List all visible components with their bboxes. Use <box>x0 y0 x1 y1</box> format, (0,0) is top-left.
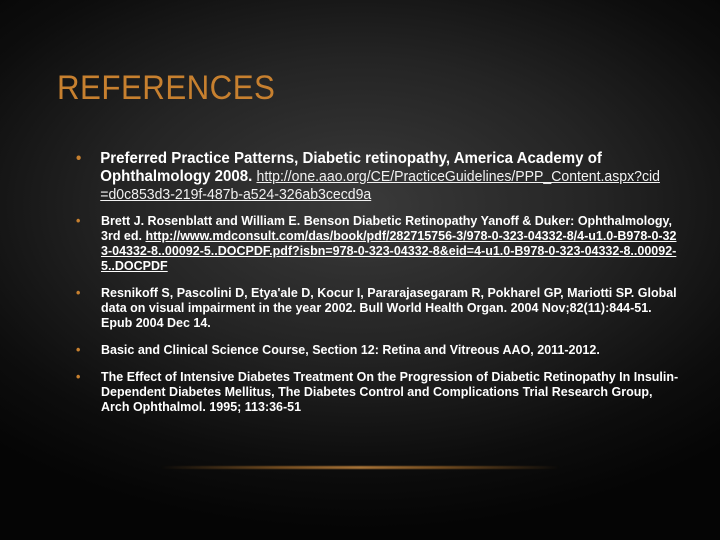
bullet-dot-icon: • <box>76 370 81 384</box>
decorative-glow-line <box>160 466 560 469</box>
bullet-dot-icon: • <box>76 343 81 357</box>
reference-text: Resnikoff S, Pascolini D, Etya'ale D, Kocur I, Pararajasegaram R, Pokharel GP, Mariotti SP. Global data on visual impairment in the year 2002. Bull World Health Organ. 2004 Nov;82(11):844-51. Epub 2004 Dec 14. <box>101 286 677 330</box>
reference-item-2 <box>76 214 680 274</box>
reference-item-5 <box>76 370 680 415</box>
reference-text: Basic and Clinical Science Course, Section 12: Retina and Vitreous AAO, 2011-2012. <box>101 343 600 357</box>
reference-text: The Effect of Intensive Diabetes Treatment On the Progression of Diabetic Retinopathy In Insulin-Dependent Diabetes Mellitus, The Diabetes Control and Complications Trial Research Group, Arch Ophthalmol. 1995; 113:36-51 <box>101 370 679 414</box>
reference-text: Brett J. Rosenblatt and William E. Benson Diabetic Retinopathy Yanoff & Duker: Ophthalmology, 3rd ed. <box>101 214 673 243</box>
slide-title: REFERENCES <box>57 69 276 107</box>
reference-item-4 <box>76 343 680 358</box>
bullet-dot-icon: • <box>76 214 81 228</box>
reference-link[interactable]: http://www.mdconsult.com/das/book/pdf/282715756-3/978-0-323-04332-8/4-u1.0-B978-0-323-04332-8..00092-5..DOCPDF.pdf?isbn=978-0-323-04332-8&eid=4-u1.0-B978-0-323-04332-8..00092-5..DOCPDF <box>101 229 677 273</box>
reference-text: Preferred Practice Patterns, Diabetic retinopathy, America Academy of Ophthalmology 2008. <box>100 150 602 185</box>
reference-item-3 <box>76 286 680 331</box>
bullet-dot-icon: • <box>76 286 81 300</box>
bullet-dot-icon: • <box>76 150 82 167</box>
reference-item-1 <box>76 150 662 204</box>
reference-link[interactable]: http://one.aao.org/CE/PracticeGuidelines/PPP_Content.aspx?cid=d0c853d3-219f-487b-a524-326ab3cecd9a <box>100 169 660 203</box>
reference-list <box>76 150 680 427</box>
